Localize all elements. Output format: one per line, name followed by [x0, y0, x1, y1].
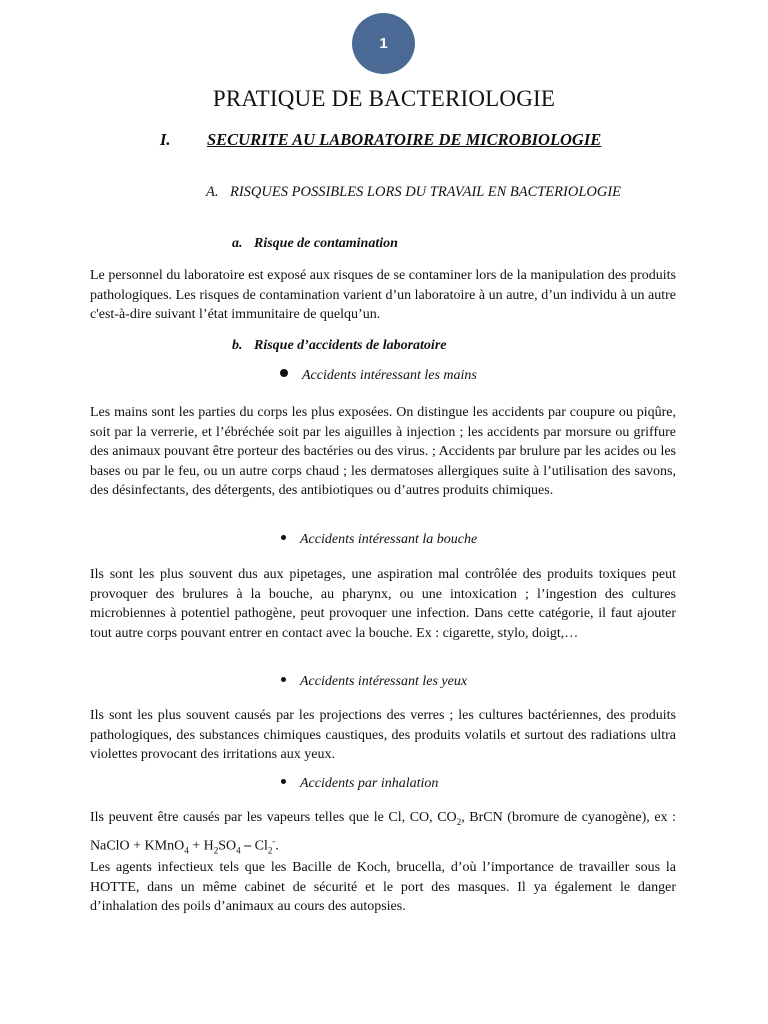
- section-title: SECURITE AU LABORATOIRE DE MICROBIOLOGIE: [207, 130, 602, 149]
- bullet-icon: [281, 535, 286, 540]
- risk-b-title: Risque d’accidents de laboratoire: [254, 338, 447, 353]
- accident-hands-heading: [280, 368, 477, 384]
- bullet-icon: [280, 369, 288, 377]
- accident-inhalation-paragraph-2: Les agents infectieux tels que les Bacille de Koch, brucella, d’où l’importance de travailler sous la HOTTE, dans un même cabinet de sécurité et le port des masques. Il ya également le danger d’inhalation des poils d’animaux au cours des autopsies.: [90, 860, 676, 914]
- accident-mouth-heading: [281, 532, 477, 548]
- bullet-icon: [281, 677, 286, 682]
- accident-inhalation-paragraph: Ils peuvent être causés par les vapeurs telles que le Cl, CO, $CO_2$, BrCN (bromure de cyanogène), ex : NaClO + KMnO$_4$ + $H_2SO_4$ ⎯ $Cl_2^-$.: [90, 810, 677, 856]
- accident-inhalation-title: Accidents par inhalation: [300, 776, 439, 791]
- risk-a-paragraph: Le personnel du laboratoire est exposé aux risques de se contaminer lors de la manipulation des produits pathologiques. Les risques de contamination varient d’un laboratoire à un autre, d’un individu à un autre c'est-à-dire suivant l’état immunitaire de quelqu’un.: [90, 268, 676, 322]
- accident-eyes-heading: [281, 674, 467, 690]
- risk-a-heading: [232, 236, 398, 252]
- subsection-heading: [206, 184, 621, 201]
- subsection-number: A.: [206, 184, 219, 200]
- risk-b-number: b.: [232, 338, 243, 353]
- risk-a-number: a.: [232, 236, 243, 251]
- accident-eyes-title: Accidents intéressant les yeux: [300, 674, 468, 689]
- page-number: 1: [379, 35, 388, 52]
- accident-eyes-paragraph: Ils sont les plus souvent causés par les projections des verres ; les cultures bactériennes, des produits pathologiques, des substances chimiques caustiques, des produits volatils et surtout des radiations ultra violettes provocant des irritations aux yeux.: [90, 708, 676, 762]
- document-title: PRATIQUE DE BACTERIOLOGIE: [212, 86, 556, 111]
- risk-b-heading: [232, 338, 447, 354]
- accident-hands-paragraph: Les mains sont les parties du corps les plus exposées. On distingue les accidents par coupure ou piqûre, soit par la verrerie, et l’ébréchée soit par les aiguilles à injection ; les accidents par morsure ou griffure des animaux pouvant être porteur des bactéries ou des virus. ; Accidents par brulure par les acides ou les bases ou par le feu, ou un autre corps chaud ; les dermatoses allergiques suite à l’utilisation des savons, des désinfectants, des détergents, des antibiotiques ou d’autres produits chimiques.: [90, 405, 676, 498]
- accident-mouth-title: Accidents intéressant la bouche: [300, 532, 478, 547]
- subsection-title: RISQUES POSSIBLES LORS DU TRAVAIL EN BACTERIOLOGIE: [230, 184, 622, 200]
- bullet-icon: [281, 779, 286, 784]
- section-heading: [160, 130, 601, 150]
- accident-inhalation-heading: [281, 776, 438, 792]
- section-number: I.: [160, 130, 171, 149]
- risk-a-title: Risque de contamination: [254, 236, 398, 251]
- accident-mouth-paragraph: Ils sont les plus souvent dus aux pipetages, une aspiration mal contrôlée des produits toxiques peut provoquer des brulures à la bouche, au pharynx, ou une intoxication ; l’ingestion des cultures microbiennes à potentiel pathogène, peut provoquer une infection. Dans cette catégorie, il faut ajouter tout autre corps pouvant entrer en contact avec la bouche. Ex : cigarette, stylo, doigt,…: [90, 567, 676, 641]
- page-number-badge: [352, 13, 415, 74]
- accident-hands-title: Accidents intéressant les mains: [302, 368, 477, 383]
